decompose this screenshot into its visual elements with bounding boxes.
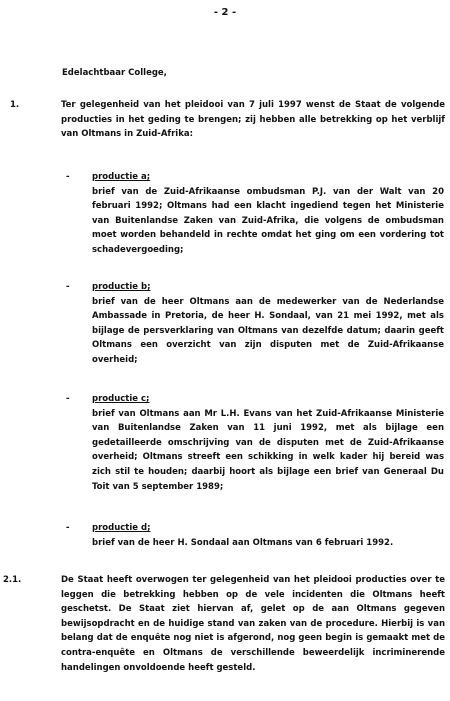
section-1-number: 1. xyxy=(10,100,20,110)
item-d-text: brief van de heer H. Sondaal aan Oltmans van 6 februari 1992. xyxy=(92,537,394,548)
item-b-title: productie b; xyxy=(92,282,151,292)
item-c-text: brief van Oltmans aan Mr L.H. Evans van het Zuid-Afrikaanse Ministerie van Buitenlandse Zaken van 11 juni 1992, met als bijlage een gedetailleerde omschrijving van de disputen met de Zuid-Afrikaanse overheid; Oltmans streeft een schikking in welk kader hij bereid was zich stil te houden; daarbij hoort als bijlage een brief van Generaal Du Toit van 5 september 1989; xyxy=(92,408,444,492)
item-a-bullet: - xyxy=(66,172,70,182)
item-b-text: brief van de heer Oltmans aan de medewerker van de Nederlandse Ambassade in Pretoria, de heer H. Sondaal, van 21 mei 1992, met als bijlage de persverklaring van Oltmans van dezelfde datum; daarin geeft Oltmans een overzicht van zijn disputen met de Zuid-Afrikaanse overheid; xyxy=(92,296,444,365)
salutation: Edelachtbaar College, xyxy=(62,68,167,78)
item-b-bullet: - xyxy=(66,282,70,292)
item-a-text: brief van de Zuid-Afrikaanse ombudsman P.J. van der Walt van 20 februari 1992; Oltmans had een klacht ingediend tegen het Ministerie van Buitenlandse Zaken van Zuid-Afrika, die volgens de ombudsman moet worden behandeld in rechte omdat het ging om een vordering tot schadevergoeding; xyxy=(92,186,444,255)
item-d-title: productie d; xyxy=(92,523,151,533)
item-d-bullet: - xyxy=(66,523,70,533)
item-c-title: productie c; xyxy=(92,394,150,404)
item-d xyxy=(92,521,444,550)
item-c xyxy=(92,392,444,494)
item-c-bullet: - xyxy=(66,394,70,404)
item-b xyxy=(92,280,444,368)
section-1-text: Ter gelegenheid van het pleidooi van 7 juli 1997 wenst de Staat de volgende producties in het geding te brengen; zij hebben alle betrekking op het verblijf van Oltmans in Zuid-Afrika: xyxy=(61,100,445,140)
item-a-title: productie a; xyxy=(92,172,151,182)
item-a xyxy=(92,170,444,258)
section-2-1-number: 2.1. xyxy=(3,575,22,585)
page-number: - 2 - xyxy=(213,7,237,18)
section-2-1-text: De Staat heeft overwogen ter gelegenheid van het pleidooi producties over te leggen die betrekking hebben op de vele incidenten die Oltmans heeft geschetst. De Staat ziet hiervan af, gelet op de aan Oltmans gegeven bewijsopdracht en de huidige stand van zaken van de procedure. Hierbij is van belang dat de enquête nog niet is afgerond, nog geen begin is gemaakt met de contra-enquête en Oltmans de verschillende beweerdelijk incriminerende handelingen onvoldoende heeft gesteld. xyxy=(61,575,445,673)
